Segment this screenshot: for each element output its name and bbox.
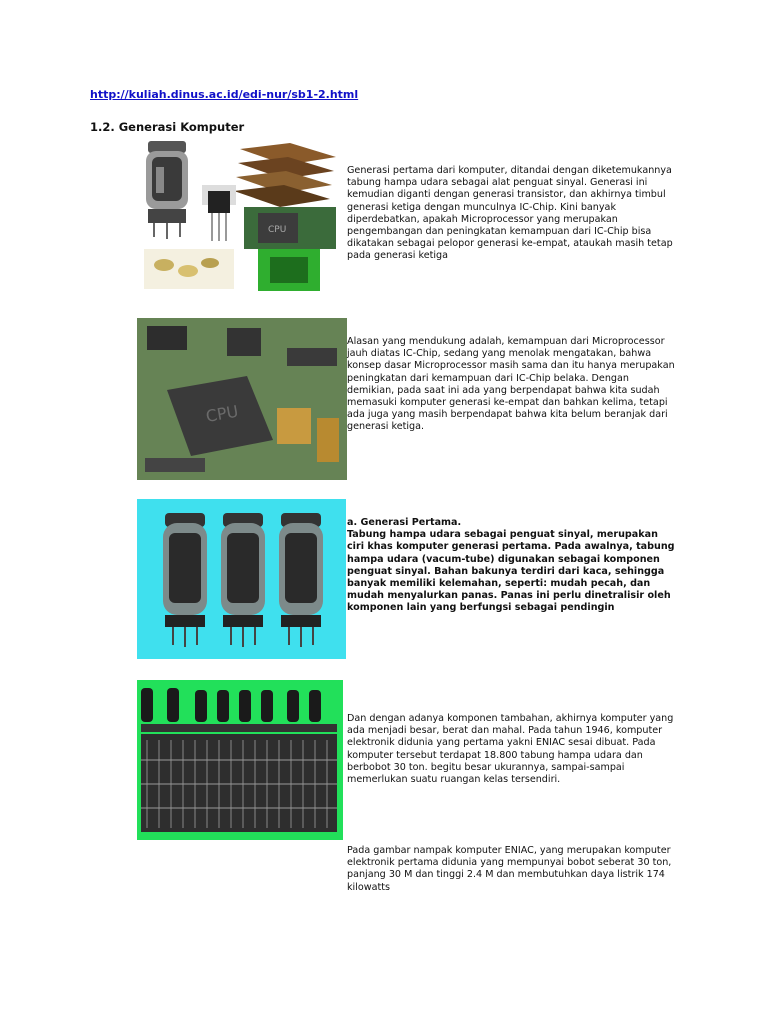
cpu-label: CPU: [204, 401, 240, 426]
motherboard-cpu-image: [137, 318, 347, 480]
first-generation-title: a. Generasi Pertama.: [347, 517, 462, 528]
paragraph-eniac-details: Pada gambar nampak komputer ENIAC, yang merupakan komputer elektronik pertama didunia yang mempunyai bobot seberat 30 ton, panjang 30 M dan tinggi 2.4 M dan membutuhkan daya listrik 174 kilowatts: [347, 845, 672, 893]
first-generation-text: Tabung hampa udara sebagai penguat sinyal, merupakan ciri khas komputer generasi pertama. Pada awalnya, tabung hampa udara (vacum-tube) digunakan sebagai komponen penguat sinyal. Bahan bakunya terdiri dari kaca, sehingga banyak memiliki kelemahan, seperti: mudah pecah, dan mudah menyalurkan panas. Panas ini perlu dinetralisir oleh komponen lain yang berfungsi sebagai pendingin: [347, 529, 675, 614]
eniac-tube-rack-image: [137, 680, 343, 840]
section-heading: 1.2. Generasi Komputer: [90, 120, 245, 134]
vacuum-tubes-image: [137, 499, 346, 659]
paragraph-eniac-intro: Dan dengan adanya komponen tambahan, akhirnya komputer yang ada menjadi besar, berat dan mahal. Pada tahun 1946, komputer elektronik didunia yang pertama yakni ENIAC sesai dibuat. Pada komputer tersebut terdapat 18.800 tabung hampa udara dan berbobot 30 ton. begitu besar ukurannya, sampai-sampai memerlukan suatu ruangan kelas tersendiri.: [347, 713, 674, 786]
paragraph-microprocessor: Alasan yang mendukung adalah, kemampuan dari Microprocessor jauh diatas IC-Chip, sedang yang menolak mengatakan, bahwa konsep dasar Microprocessor masih sama dan itu hanya merupakan peningkatan dari kemampuan dari IC-Chip belaka. Dengan demikian, pada saat ini ada yang berpendapat bahwa kita sudah memasuki komputer generasi ke-empat dan bahkan kelima, tetapi ada juga yang masih berpendapat bahwa kita belum beranjak dari generasi ketiga.: [347, 336, 675, 433]
components-collage-image: [140, 137, 340, 295]
cpu-chip-label: CPU: [268, 225, 287, 235]
source-link[interactable]: http://kuliah.dinus.ac.id/edi-nur/sb1-2.html: [90, 88, 359, 101]
paragraph-intro: Generasi pertama dari komputer, ditandai dengan diketemukannya tabung hampa udara sebagai alat penguat sinyal. Generasi ini kemudian diganti dengan generasi transistor, dan akhirnya timbul generasi ketiga dengan munculnya IC-Chip. Kini banyak diperdebatkan, apakah Microprocessor yang merupakan pengembangan dan peningkatan kemampuan dari IC-Chip bisa dikatakan sebagai pelopor generasi ke-empat, ataukah masih tetap pada generasi ketiga: [347, 165, 673, 262]
first-generation-section: [347, 517, 677, 615]
